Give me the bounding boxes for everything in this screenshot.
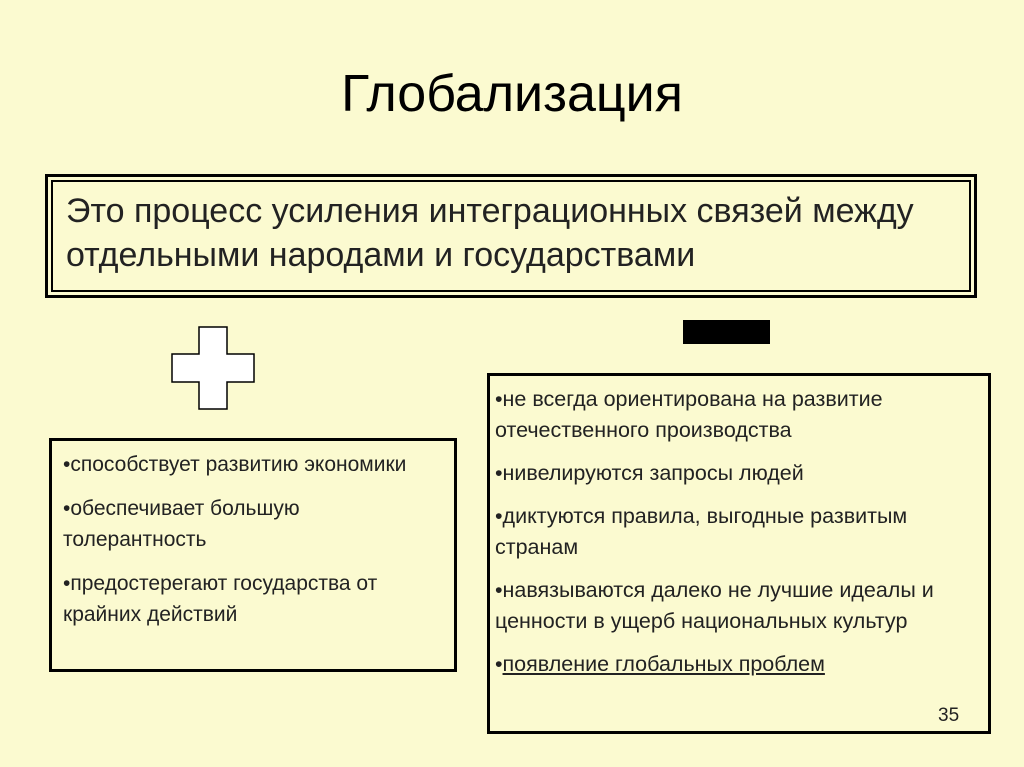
cons-list — [490, 376, 988, 680]
cons-box — [487, 373, 991, 734]
cons-item: •диктуются правила, выгодные развитым странам — [495, 504, 908, 559]
minus-icon — [683, 320, 770, 344]
cons-item: •нивелируются запросы людей — [495, 461, 804, 485]
page-number: 35 — [938, 705, 960, 726]
cons-item-underlined: появление глобальных проблем — [502, 652, 825, 676]
plus-icon — [171, 326, 255, 410]
cons-bullet: • — [495, 652, 503, 676]
pros-box — [49, 438, 457, 672]
cons-item-last — [495, 649, 978, 680]
definition-box — [45, 174, 977, 298]
pros-list — [52, 441, 454, 630]
pros-item: •обеспечивает большую толерантность — [63, 497, 300, 551]
pros-item: •предостерегают государства от крайних действий — [63, 572, 378, 626]
cons-item: •не всегда ориентирована на развитие отечественного производства — [495, 387, 883, 442]
cons-item: •навязываются далеко не лучшие идеалы и ценности в ущерб национальных культур — [495, 578, 934, 633]
slide-title: Глобализация — [341, 65, 683, 123]
definition-text: Это процесс усиления интеграционных связей между отдельными народами и государствами — [66, 192, 914, 274]
pros-item: •способствует развитию экономики — [63, 453, 407, 476]
